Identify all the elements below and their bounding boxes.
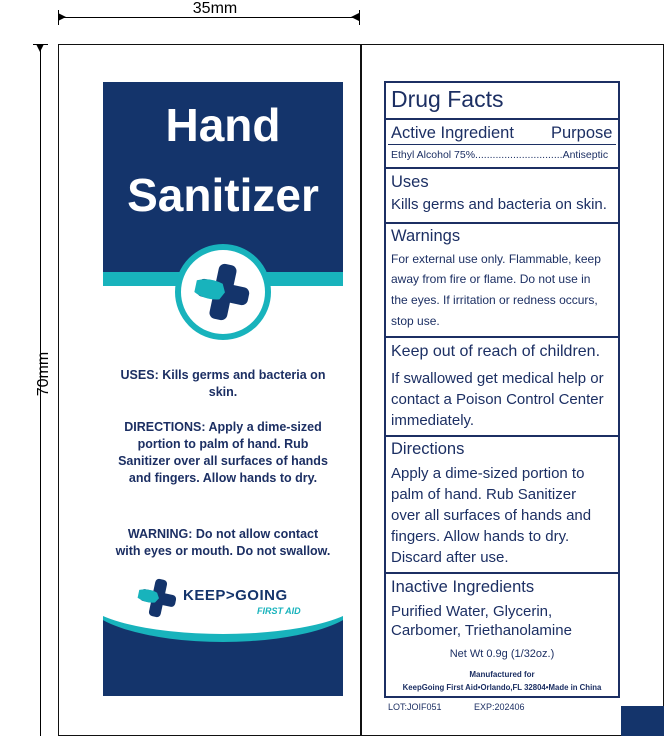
- width-dimension-label: 35mm: [192, 0, 238, 17]
- section-divider-inactive: [384, 572, 620, 574]
- front-uses-line2: skin.: [208, 385, 238, 399]
- brand-subtitle: FIRST AID: [257, 606, 301, 616]
- brand-cross-icon: [135, 575, 181, 621]
- section-divider-uses: [384, 167, 620, 169]
- directions-line: fingers. Allow hands to dry.: [391, 528, 570, 545]
- panel-divider: [360, 44, 362, 736]
- width-arrow-left-icon: [58, 13, 66, 21]
- front-title-line1: Hand: [165, 99, 281, 151]
- height-dimension-label: 70mm: [35, 351, 52, 397]
- directions-line: over all surfaces of hands and: [391, 507, 592, 524]
- active-ingredient-header: Active Ingredient: [391, 124, 514, 142]
- front-directions-line2: portion to palm of hand. Rub: [137, 437, 309, 451]
- height-arrow-top-icon: [36, 44, 44, 52]
- width-arrow-right-icon: [351, 13, 359, 21]
- drug-facts-title: Drug Facts: [391, 86, 504, 112]
- children-line: immediately.: [391, 412, 475, 429]
- directions-header: Directions: [391, 440, 465, 458]
- front-directions-line1: DIRECTIONS: Apply a dime-sized: [124, 420, 322, 434]
- front-warning-line1: WARNING: Do not allow contact: [127, 527, 319, 541]
- drug-facts-divider: [384, 118, 620, 120]
- manufactured-for: Manufactured for: [469, 670, 535, 679]
- inactive-line: Purified Water, Glycerin,: [391, 603, 553, 620]
- net-weight: Net Wt 0.9g (1/32oz.): [449, 648, 555, 660]
- section-divider-children: [384, 336, 620, 338]
- logo-badge: [175, 244, 271, 340]
- front-directions-line3: Sanitizer over all surfaces of hands: [118, 454, 328, 468]
- section-divider-directions: [384, 435, 620, 437]
- color-swatch: [621, 706, 664, 736]
- front-warning-line2: with eyes or mouth. Do not swallow.: [115, 544, 331, 558]
- warnings-line: away from fire or flame. Do not use in: [391, 272, 591, 286]
- warnings-line: For external use only. Flammable, keep: [391, 252, 601, 266]
- front-directions-line4: and fingers. Allow hands to dry.: [128, 471, 318, 485]
- lot-number: LOT:JOIF051: [388, 702, 442, 712]
- active-ingredient-row: Ethyl Alcohol 75%..............................Antiseptic: [391, 149, 609, 161]
- brand-logo: [135, 575, 325, 623]
- medical-cross-icon: [181, 250, 265, 334]
- uses-text: Kills germs and bacteria on skin.: [391, 196, 607, 213]
- expiry-date: EXP:202406: [474, 702, 525, 712]
- directions-line: Apply a dime-sized portion to: [391, 465, 585, 482]
- purpose-header: Purpose: [551, 124, 613, 142]
- front-uses-line1: USES: Kills germs and bacteria on: [120, 368, 326, 382]
- manufacturer-address: KeepGoing First Aid•Orlando,FL 32804•Made in China: [402, 683, 602, 692]
- active-row-divider: [388, 144, 616, 145]
- width-dimension-tick-right: [359, 10, 360, 25]
- directions-line: palm of hand. Rub Sanitizer: [391, 486, 577, 503]
- brand-name: KEEP>GOING: [183, 587, 288, 604]
- children-line: If swallowed get medical help or: [391, 370, 604, 387]
- directions-line: Discard after use.: [391, 549, 509, 566]
- front-title-line2: Sanitizer: [127, 169, 319, 221]
- children-header: Keep out of reach of children.: [391, 343, 601, 360]
- children-line: contact a Poison Control Center: [391, 391, 604, 408]
- warnings-header: Warnings: [391, 227, 461, 245]
- section-divider-warnings: [384, 222, 620, 224]
- warnings-line: the eyes. If irritation or redness occurs,: [391, 293, 598, 307]
- uses-header: Uses: [391, 173, 429, 191]
- warnings-line: stop use.: [391, 314, 440, 328]
- inactive-header: Inactive Ingredients: [391, 578, 535, 596]
- inactive-line: Carbomer, Triethanolamine: [391, 622, 572, 639]
